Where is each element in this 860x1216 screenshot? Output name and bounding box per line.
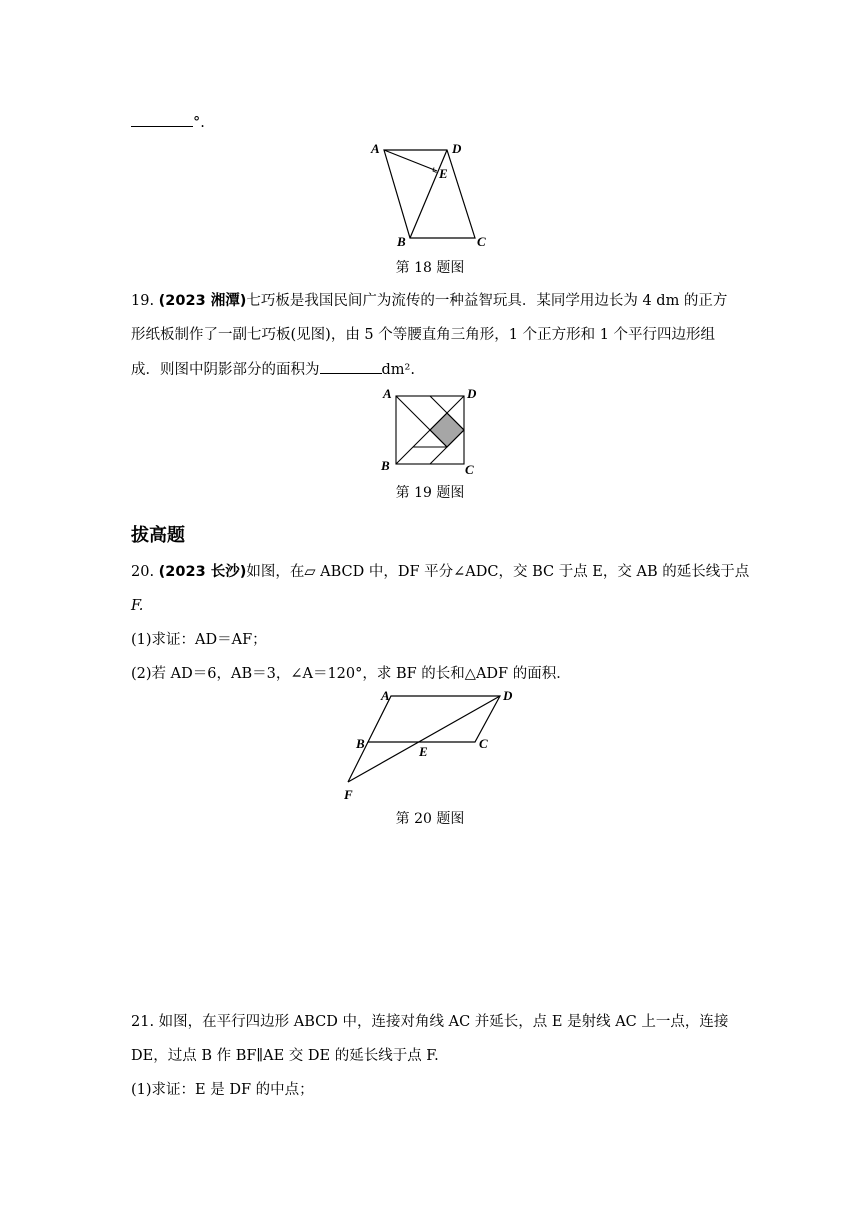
q20-source: (2023 长沙) — [158, 564, 247, 580]
q20-part-1: (1)求证：AD＝AF； — [131, 632, 267, 648]
fig20-label-a: A — [381, 688, 390, 703]
fig18-diagonal-bd — [410, 150, 447, 238]
q19-number: 19. — [131, 293, 155, 309]
fig18-label-c: C — [477, 234, 486, 249]
fig20-label-b: B — [356, 736, 365, 751]
q20-number: 20. — [131, 564, 155, 580]
q20-line-2: F. — [131, 598, 144, 614]
q18-answer-line — [131, 112, 205, 133]
answer-blank — [131, 112, 193, 127]
q18-suffix: °. — [193, 115, 205, 131]
fig18-label-b: B — [397, 234, 406, 249]
fig19-label-d: D — [467, 386, 477, 401]
fig18-label-d: D — [452, 141, 462, 156]
q19-text-3: 成．则图中阴影部分的面积为 — [131, 362, 320, 378]
q20-part-2: (2)若 AD＝6，AB＝3，∠A＝120°，求 BF 的长和△ADF 的面积． — [131, 666, 571, 682]
figure-18 — [360, 135, 500, 250]
fig18-parallelogram — [384, 150, 475, 238]
q19-source: (2023 湘潭) — [158, 293, 247, 309]
fig18-segment-ae — [384, 150, 437, 171]
figure-20 — [335, 685, 525, 805]
q19-text-1: 七巧板是我国民间广为流传的一种益智玩具．某同学用边长为 4 dm 的正方 — [246, 293, 728, 309]
fig18-label-e: E — [439, 166, 448, 181]
fig18-label-a: A — [371, 141, 380, 156]
fig20-label-c: C — [479, 736, 488, 751]
fig20-label-e: E — [419, 744, 428, 759]
fig19-label-a: A — [383, 386, 392, 401]
q19-line-3 — [131, 359, 415, 380]
q19-unit: dm². — [381, 362, 415, 378]
q21-part-1: (1)求证：E 是 DF 的中点； — [131, 1082, 314, 1098]
q20-text-1: 如图，在▱ ABCD 中，DF 平分∠ADC，交 BC 于点 E，交 AB 的延长线于点 — [246, 564, 750, 580]
fig20-label-d: D — [503, 688, 513, 703]
q21-line-2: DE，过点 B 作 BF∥AE 交 DE 的延长线于点 F. — [131, 1048, 439, 1064]
fig20-caption: 第 20 题图 — [395, 811, 465, 827]
q20-line-1 — [131, 562, 749, 582]
section-title: 拔高题 — [131, 525, 185, 546]
q21-line-1: 21. 如图，在平行四边形 ABCD 中，连接对角线 AC 并延长，点 E 是射线 AC 上一点，连接 — [131, 1014, 729, 1030]
fig18-caption: 第 18 题图 — [395, 260, 465, 276]
answer-blank — [320, 359, 382, 374]
fig19-caption: 第 19 题图 — [395, 485, 465, 501]
fig19-label-c: C — [465, 462, 474, 477]
q19-line-2: 形纸板制作了一副七巧板(见图)，由 5 个等腰直角三角形，1 个正方形和 1 个平行四边形组 — [131, 327, 716, 343]
q19-line-1 — [131, 291, 727, 311]
fig19-shaded-square — [430, 413, 464, 447]
figure-19 — [375, 383, 480, 478]
fig20-label-f: F — [344, 787, 353, 802]
fig19-label-b: B — [381, 458, 390, 473]
